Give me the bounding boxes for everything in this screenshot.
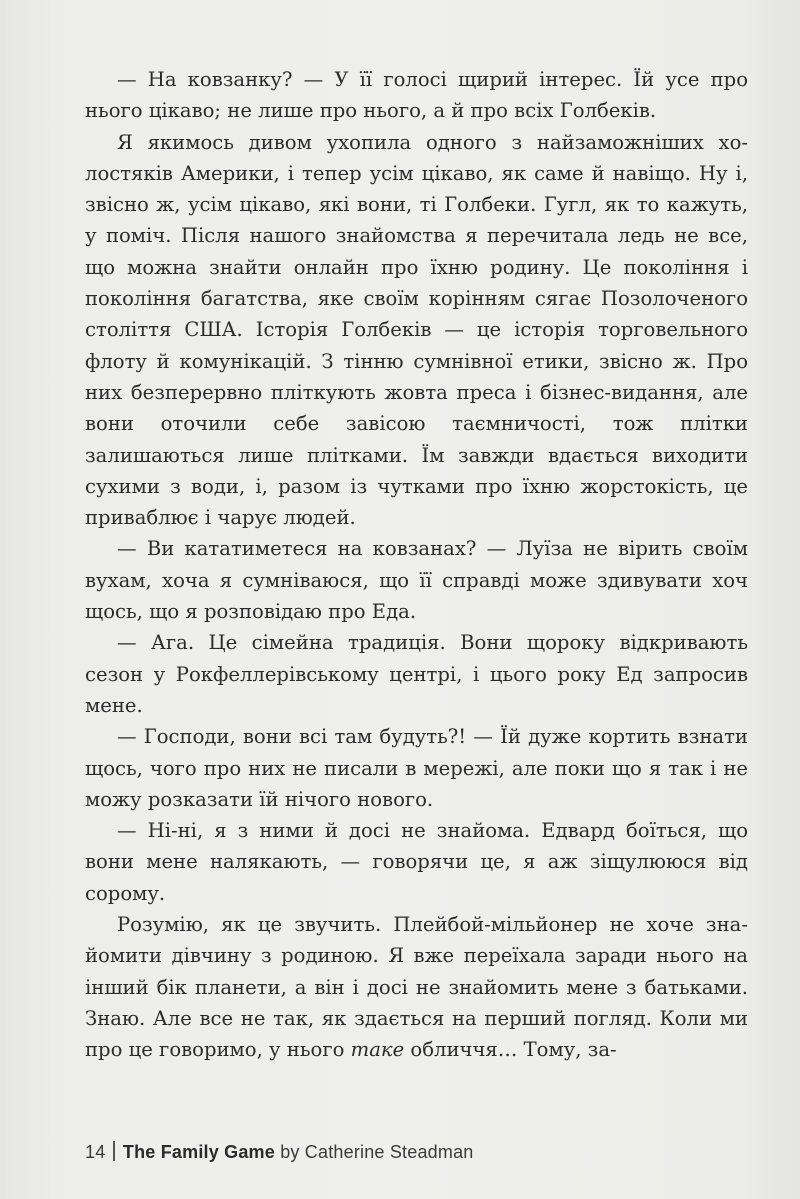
emphasized-word: таке bbox=[350, 1038, 405, 1062]
paragraph: Я якимось дивом ухопила одного з найзаможніших холостяків Америки, і тепер усім цікаво, як саме й навіщо. Ну і, звісно ж, усім цікаво, які вони, ті Голбеки. Гугл, як то кажуть, у поміч. Після нашого знайомства я перечитала ледь не все, що можна знайти онлайн про їхню родину. Це покоління і покоління багатства, яке своїм корінням сягає Позолоченого століття США. Історія Голбеків — це історія торговельного флоту й комунікацій. З тінню сумнівної етики, звісно ж. Про них безперервно пліткують жовта преса і бізнес-видання, але вони оточили себе завісою таємничості, тож плітки залишаються лише плітками. Їм завжди вдається виходити сухими з води, і, разом із чутками про їхню жорстокість, це приваблює і чарує людей. bbox=[85, 130, 748, 530]
paragraph-last bbox=[85, 909, 748, 1065]
book-title: The Family Game bbox=[122, 1142, 275, 1162]
paragraph: — На ковзанку? — У її голосі щирий інтерес. Їй усе про нього цікаво; не лише про нього, а й про всіх Голбеків. bbox=[85, 68, 748, 123]
paragraph: — Господи, вони всі там будуть?! — Їй дуже кортить взнати щось, чого про них не писали в мережі, але поки що я так і не можу розказати їй нічого нового. bbox=[85, 725, 748, 811]
paragraph-text: обличчя… Тому, за- bbox=[404, 1038, 617, 1062]
paragraph: — Ні-ні, я з ними й досі не знайома. Едвард боїться, що вони мене налякають, — говорячи це, я аж зіщулююся від сорому. bbox=[85, 819, 748, 905]
paragraph-text: Розумію, як це звучить. Плейбой-мільйонер не хоче знайомити дівчину з родиною. Я вже переїхала заради нього на інший бік планети, а він і досі не знайомить мене з батьками. Знаю. Але все не так, як здається на перший погляд. Коли ми про це говоримо, у нього bbox=[85, 913, 748, 1062]
page-number: 14 bbox=[85, 1142, 106, 1162]
paragraph: — Ви кататиметеся на ковзанах? — Луїза не вірить своїм вухам, хоча я сумніваюся, що її справді може здивувати хоч щось, що я розповідаю про Еда. bbox=[85, 537, 748, 624]
footer-separator bbox=[113, 1141, 115, 1161]
page-footer bbox=[85, 1141, 474, 1163]
paragraph: — Ага. Це сімейна традиція. Вони щороку відкривають сезон у Рокфеллерівському центрі, і цього року Ед запросив мене. bbox=[85, 631, 748, 717]
author-byline: by Catherine Steadman bbox=[280, 1142, 474, 1162]
body-text bbox=[85, 64, 748, 1066]
